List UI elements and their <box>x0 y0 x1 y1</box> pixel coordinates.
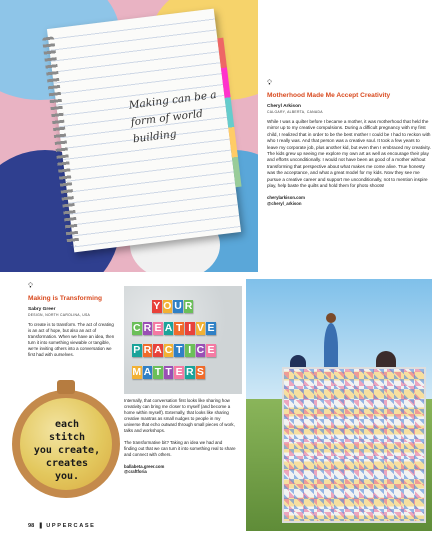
letter-tile: T <box>154 366 162 378</box>
article-transforming-continued <box>124 398 236 475</box>
letter-tile: E <box>207 322 215 334</box>
letter-tile: T <box>175 322 183 334</box>
article-author: Cheryl Arkison <box>267 104 301 109</box>
article-website[interactable]: ballabeta.greer.com <box>124 463 165 469</box>
notebook-photo <box>0 0 258 272</box>
embroidery-hoop-photo <box>12 390 120 498</box>
letter-row-1 <box>152 300 193 313</box>
letter-tile: I <box>185 344 195 357</box>
article-body-right: Internally, that conversation first looks like sharing how creativity can bring me closer to myself (and become a home within myself). Externally, that looks like sharing creative mantras as small nudges to people in my universe that echo outward through small pieces of work, talks and workshops. <box>124 398 235 434</box>
letter-tile: S <box>196 366 204 378</box>
article-location: CALGARY, ALBERTA, CANADA <box>267 110 323 114</box>
hoop-fabric <box>20 398 112 490</box>
quilt <box>282 367 426 523</box>
letter-tile: C <box>196 344 205 356</box>
article-author: Sabry Greer <box>28 307 56 312</box>
embroidered-line: you create, <box>33 445 101 456</box>
article-handle[interactable]: @cheryl_arkison <box>267 201 302 207</box>
letter-tile: Y <box>153 300 161 312</box>
letter-tile: A <box>164 322 173 334</box>
child-head <box>326 313 336 323</box>
spiral-notebook <box>47 9 241 253</box>
letter-tile: U <box>174 300 182 312</box>
letter-tile: R <box>143 344 152 356</box>
footer-bars: ||| <box>39 523 42 529</box>
letter-tile: T <box>165 366 172 378</box>
letter-tile: R <box>185 366 194 378</box>
letter-tile: T <box>175 344 183 356</box>
article-body-right-2: The transformative bit? Taking an idea we had and finding out that we can turn it into something real to share and connect with others. <box>124 439 236 457</box>
quilt-photo <box>246 279 432 531</box>
article-body: While I was a quilter before I became a mother, it was motherhood that held the mirror up to my creative compulsions. During a difficult pregnancy with my first child, I realized that in order to be the best mother I could be I had to reckon with who I really was. And that person was a creative soul. It took a few years to leave my corporate job, plus another kid, but even then I embraced my creativity. The kids grew up seeing me explore my own art as well as encourage their play and efforts unconditionally. I would not have been as good of a mother without transforming that perspective about what makes me come alive. True honesty was the acceptance, and what a great model for my kids. Now they see me pursue a creative career and support me unconditionally, not to mention inspire play, help baste the quilts and hold them for photo shoots! <box>267 119 431 189</box>
page-footer <box>28 523 96 529</box>
embroidered-line: stitch <box>48 432 86 443</box>
letter-tile: E <box>154 322 162 334</box>
letter-tile: M <box>132 366 142 378</box>
article-title: Making is Transforming <box>28 295 103 302</box>
letter-tile: R <box>143 322 152 334</box>
letter-row-3 <box>132 344 216 357</box>
article-location: DESIGN, NORTH CAROLINA, USA <box>28 313 91 317</box>
page-number: 98 <box>28 523 35 529</box>
article-handle[interactable]: @craftforia <box>124 469 147 475</box>
letter-row-2 <box>132 322 216 335</box>
letter-tile: A <box>143 366 152 378</box>
letter-tile: E <box>175 366 183 378</box>
letter-tile: A <box>154 344 162 356</box>
jumping-child <box>324 323 338 371</box>
lightbulb-icon: 💡︎ <box>28 283 33 290</box>
hoop-clasp <box>57 380 75 394</box>
letter-tile: V <box>196 322 204 334</box>
brand-logo: UPPERCASE <box>46 523 96 529</box>
letter-tile: C <box>133 322 141 334</box>
embroidered-line: you. <box>54 471 80 482</box>
embroidered-text <box>30 418 104 483</box>
letter-tile: O <box>163 300 172 312</box>
letter-tile: I <box>185 322 195 335</box>
embroidered-line: each <box>54 419 80 430</box>
article-transforming <box>28 283 116 359</box>
letter-tile: R <box>184 300 193 312</box>
article-motherhood <box>267 80 431 207</box>
article-body-left: To create is to transform. The act of creating is an act of hope, but also an act of transformation. When we have an idea, then turn it into something viewable or tangible, we're inviting others into a conversation we first had with ourselves. <box>28 322 115 358</box>
lightbulb-icon: 💡︎ <box>267 80 272 87</box>
notebook-handwriting: Making can be a form of world building <box>128 88 218 146</box>
article-title: Motherhood Made Me Accept Creativity <box>267 92 391 99</box>
letter-row-4 <box>132 366 205 379</box>
article-website[interactable]: cherylarkison.com <box>267 195 305 201</box>
letter-tile: P <box>133 344 141 356</box>
letter-tile: E <box>207 344 215 356</box>
letters-photo <box>124 286 242 394</box>
letter-tile: C <box>164 344 173 356</box>
embroidered-line: creates <box>45 458 89 469</box>
